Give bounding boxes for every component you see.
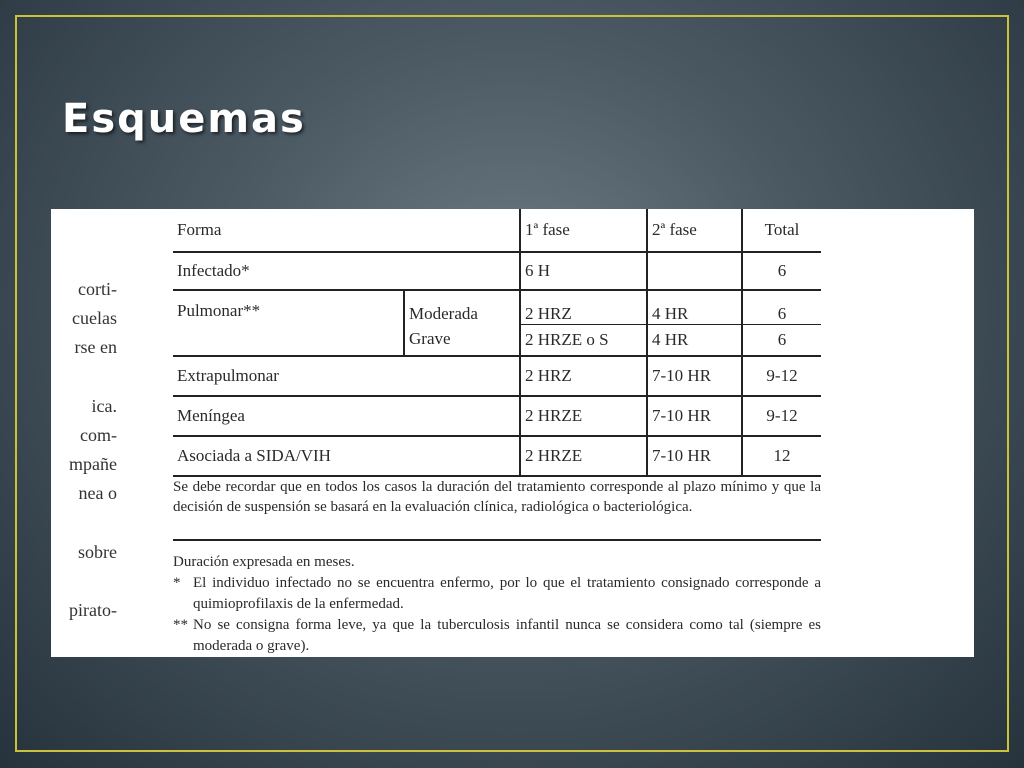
- cell-total: 6: [742, 290, 821, 324]
- footnote-item: [173, 615, 821, 657]
- cell-sub: Grave: [404, 324, 520, 356]
- cell-fase1: 2 HRZE: [520, 396, 647, 436]
- footnote-item: [173, 573, 821, 615]
- cropped-side-text: [51, 209, 121, 657]
- cell-fase2: 7-10 HR: [647, 396, 742, 436]
- footnote-mark: *: [173, 575, 181, 591]
- side-fragment: nea o: [78, 483, 117, 503]
- cell-forma: Infectado*: [173, 252, 520, 290]
- side-fragment: ica.: [91, 396, 117, 416]
- side-fragment: corti-: [78, 279, 117, 299]
- section-rule: [173, 539, 821, 541]
- side-fragment: cuelas: [72, 308, 117, 328]
- cell-sub: Moderada: [404, 290, 520, 324]
- cell-total: 9-12: [742, 396, 821, 436]
- cell-forma: Extrapulmonar: [173, 356, 520, 396]
- footnote-duration: Duración expresada en meses.: [173, 554, 355, 570]
- footnote-text: No se consigna forma leve, ya que la tuberculosis infantil nunca se considera como tal (siempre es moderada o grave).: [193, 617, 821, 654]
- table-row: [173, 436, 821, 476]
- footnote-mark: **: [173, 617, 188, 633]
- side-fragment: sobre: [78, 542, 117, 562]
- slide-title: Esquemas: [62, 96, 306, 142]
- cell-fase1: 6 H: [520, 252, 647, 290]
- cell-fase2: 4 HR: [647, 290, 742, 324]
- cell-total: 12: [742, 436, 821, 476]
- cell-fase1: 2 HRZE o S: [520, 324, 647, 356]
- cell-total: 6: [742, 252, 821, 290]
- table-header-row: [173, 209, 821, 252]
- header-fase2: 2ª fase: [647, 209, 742, 252]
- table-row: [173, 396, 821, 436]
- cell-fase1: 2 HRZ: [520, 290, 647, 324]
- cell-total: 6: [742, 324, 821, 356]
- header-forma: Forma: [177, 220, 222, 239]
- side-fragment: rse en: [74, 337, 117, 357]
- table-note: Se debe recordar que en todos los casos la duración del tratamiento corresponde al plazo mínimo y que la decisión de suspensión se basará en la evaluación clínica, radiológica o bacteriológica.: [173, 479, 821, 515]
- footnotes: [173, 552, 821, 657]
- side-fragment: mpañe: [69, 454, 117, 474]
- cell-fase1: 2 HRZ: [520, 356, 647, 396]
- cell-forma: Pulmonar**: [173, 290, 404, 356]
- cell-fase2: 4 HR: [647, 324, 742, 356]
- side-fragment: pirato-: [69, 600, 117, 620]
- table-row: [173, 252, 821, 290]
- cell-fase2: 7-10 HR: [647, 356, 742, 396]
- header-total: Total: [742, 209, 821, 252]
- header-fase1: 1ª fase: [520, 209, 647, 252]
- table-row: [173, 290, 821, 324]
- cell-fase1: 2 HRZE: [520, 436, 647, 476]
- table-row: [173, 356, 821, 396]
- cell-fase2: 7-10 HR: [647, 436, 742, 476]
- treatment-schemes-table: [173, 209, 821, 477]
- cell-total: 9-12: [742, 356, 821, 396]
- cell-fase2: [647, 252, 742, 290]
- cell-forma: Meníngea: [173, 396, 520, 436]
- side-fragment: com-: [80, 425, 117, 445]
- cell-forma: Asociada a SIDA/VIH: [173, 436, 520, 476]
- scanned-page-image: [51, 209, 974, 657]
- footnote-text: El individuo infectado no se encuentra enfermo, por lo que el tratamiento consignado corresponde a quimioprofilaxis de la enfermedad.: [193, 575, 821, 612]
